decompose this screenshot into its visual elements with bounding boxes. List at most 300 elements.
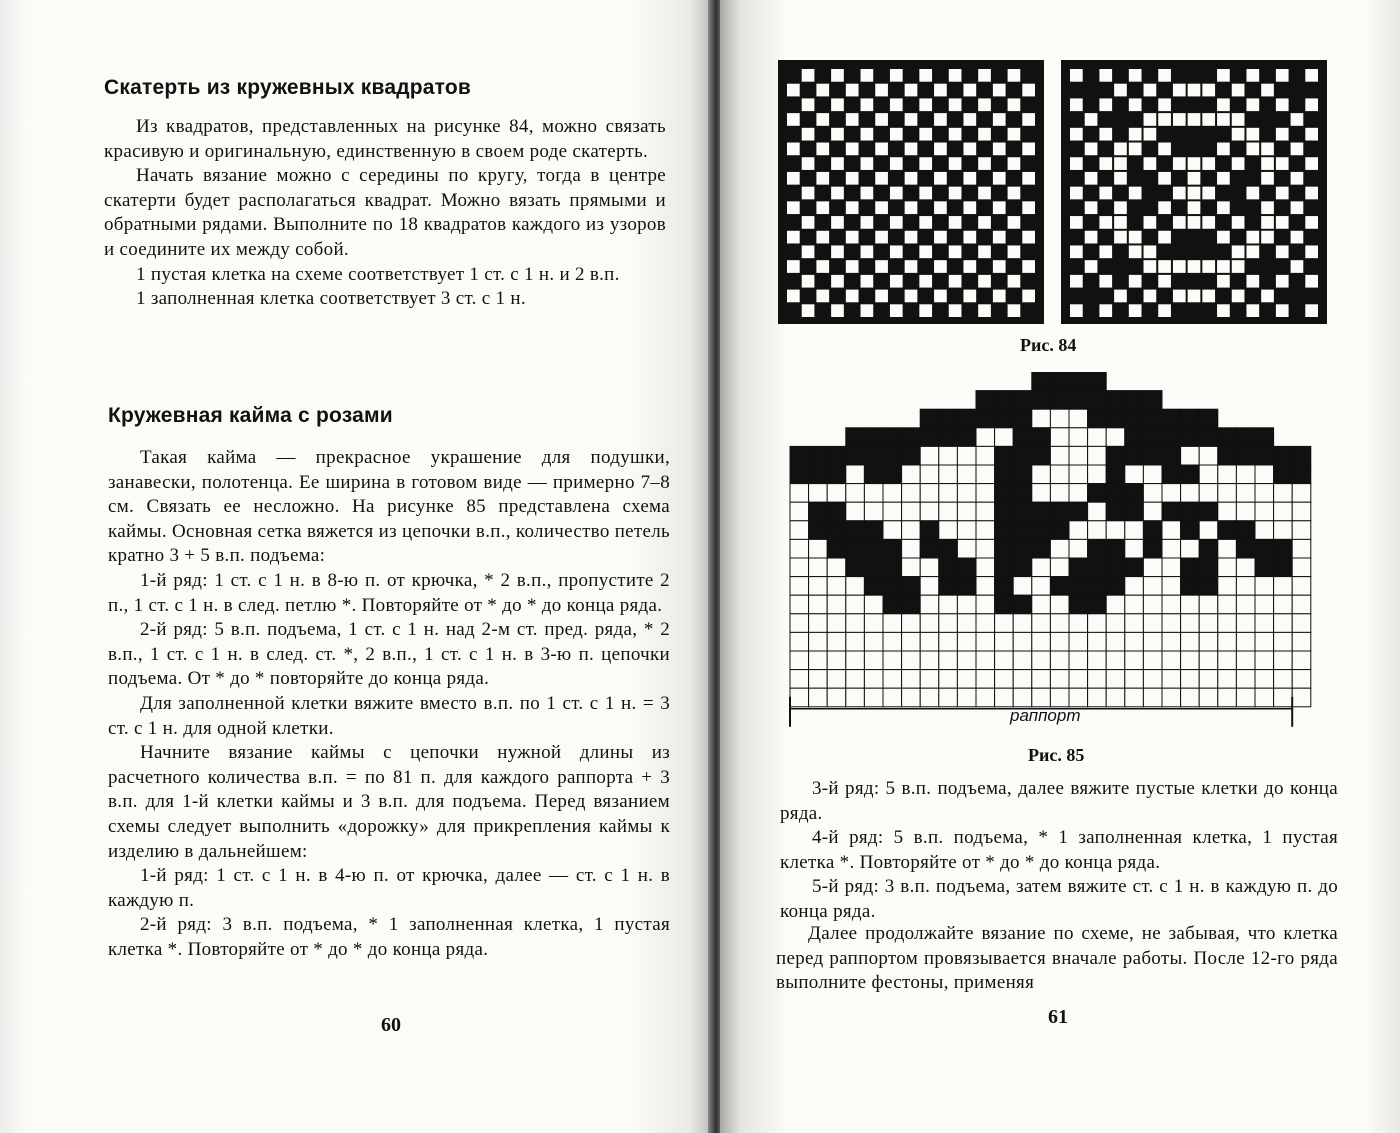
grid-cell — [1144, 260, 1157, 273]
empty-cell — [957, 446, 976, 465]
grid-cell — [1232, 113, 1245, 126]
empty-cell — [1125, 614, 1144, 633]
empty-cell — [1292, 539, 1311, 558]
grid-cell — [787, 260, 800, 273]
paragraph: Начните вязание каймы с цепочки нужной длины из расчетного количества в.п. = по 81 п. для каждого раппорта + 3 в.п. для 1-й клетки каймы и 3 в.п. для подъема. Перед вязанием схемы следует выполнить «дорожку» для прикрепления каймы к изделию в дальнейшем: — [108, 742, 670, 862]
empty-cell — [827, 688, 846, 707]
filled-cell — [846, 558, 865, 577]
empty-cell — [827, 558, 846, 577]
grid-cell — [1158, 98, 1171, 111]
empty-cell — [920, 651, 939, 670]
empty-cell — [976, 595, 995, 614]
filled-cell — [1274, 558, 1293, 577]
grid-cell — [1217, 304, 1230, 317]
empty-cell — [1199, 614, 1218, 633]
empty-cell — [995, 632, 1014, 651]
grid-cell — [831, 304, 844, 317]
empty-cell — [957, 632, 976, 651]
filled-cell — [995, 577, 1014, 596]
empty-cell — [1274, 484, 1293, 503]
empty-cell — [976, 446, 995, 465]
empty-cell — [957, 521, 976, 540]
empty-cell — [1292, 502, 1311, 521]
paragraph: 1-й ряд: 1 ст. с 1 н. в 8-ю п. от крючка, * 2 в.п., пропустите 2 п., 1 ст. с 1 н. в след. петлю *. Повторяйте от * до * до конца ряда. — [108, 569, 670, 616]
filled-cell — [1125, 484, 1144, 503]
filled-cell — [1088, 595, 1107, 614]
empty-cell — [1106, 670, 1125, 689]
empty-cell — [1181, 632, 1200, 651]
empty-cell — [1218, 577, 1237, 596]
grid-cell — [1291, 113, 1304, 126]
grid-cell — [1070, 69, 1083, 82]
grid-cell — [1276, 98, 1289, 111]
empty-cell — [1106, 595, 1125, 614]
empty-cell — [1013, 577, 1032, 596]
grid-cell — [846, 290, 859, 303]
filled-cell — [864, 558, 883, 577]
empty-cell — [1162, 670, 1181, 689]
grid-cell — [1188, 84, 1201, 97]
grid-cell — [1188, 216, 1201, 229]
empty-cell — [827, 577, 846, 596]
filled-cell — [1274, 446, 1293, 465]
grid-cell — [1276, 157, 1289, 170]
grid-cell — [816, 113, 829, 126]
empty-cell — [1050, 409, 1069, 428]
filled-cell — [1199, 428, 1218, 447]
empty-cell — [1125, 595, 1144, 614]
empty-cell — [790, 595, 809, 614]
empty-cell — [1069, 428, 1088, 447]
paragraph: Для заполненной клетки вяжите вместо в.п. по 1 ст. с 1 н. = 3 ст. с 1 н. для одной клетки. — [108, 692, 670, 739]
empty-cell — [957, 502, 976, 521]
empty-cell — [1013, 651, 1032, 670]
filled-cell — [1199, 409, 1218, 428]
empty-cell — [864, 651, 883, 670]
empty-cell — [1162, 539, 1181, 558]
empty-cell — [1088, 465, 1107, 484]
grid-cell — [890, 69, 903, 82]
grid-cell — [949, 245, 962, 258]
section-lace-border-text — [108, 446, 670, 962]
filled-cell — [1162, 502, 1181, 521]
grid-cell — [1114, 201, 1127, 214]
filled-cell — [902, 428, 921, 447]
grid-cell — [787, 143, 800, 156]
grid-cell — [1188, 290, 1201, 303]
grid-cell — [1129, 187, 1142, 200]
grid-cell — [1158, 231, 1171, 244]
grid-cell — [1114, 231, 1127, 244]
filled-cell — [902, 446, 921, 465]
filled-cell — [939, 428, 958, 447]
empty-cell — [809, 614, 828, 633]
empty-cell — [1181, 595, 1200, 614]
filled-cell — [1125, 409, 1144, 428]
grid-cell — [905, 260, 918, 273]
filled-cell — [1199, 558, 1218, 577]
grid-cell — [1114, 216, 1127, 229]
empty-cell — [883, 651, 902, 670]
empty-cell — [1274, 632, 1293, 651]
grid-cell — [1144, 245, 1157, 258]
filled-cell — [957, 409, 976, 428]
grid-cell — [816, 201, 829, 214]
empty-cell — [1162, 484, 1181, 503]
empty-cell — [1050, 614, 1069, 633]
grid-cell — [1022, 260, 1035, 273]
grid-cell — [978, 98, 991, 111]
filled-cell — [809, 502, 828, 521]
empty-cell — [864, 688, 883, 707]
empty-cell — [883, 688, 902, 707]
grid-cell — [1008, 245, 1021, 258]
grid-cell — [934, 84, 947, 97]
filled-cell — [1236, 428, 1255, 447]
grid-cell — [802, 216, 815, 229]
empty-cell — [1143, 632, 1162, 651]
grid-cell — [919, 304, 932, 317]
empty-cell — [976, 428, 995, 447]
empty-cell — [883, 502, 902, 521]
grid-cell — [787, 290, 800, 303]
grid-cell — [831, 98, 844, 111]
grid-cell — [1217, 113, 1230, 126]
empty-cell — [790, 558, 809, 577]
empty-cell — [1255, 670, 1274, 689]
grid-cell — [1099, 216, 1112, 229]
empty-cell — [957, 688, 976, 707]
filled-cell — [995, 595, 1014, 614]
grid-cell — [1261, 172, 1274, 185]
filled-cell — [1106, 558, 1125, 577]
grid-cell — [802, 128, 815, 141]
empty-cell — [995, 670, 1014, 689]
filled-cell — [1013, 539, 1032, 558]
filled-cell — [902, 577, 921, 596]
grid-cell — [1070, 187, 1083, 200]
grid-cell — [1085, 231, 1098, 244]
empty-cell — [976, 577, 995, 596]
filled-cell — [1218, 428, 1237, 447]
empty-cell — [1292, 521, 1311, 540]
grid-cell — [949, 216, 962, 229]
empty-cell — [1050, 446, 1069, 465]
empty-cell — [1181, 539, 1200, 558]
filled-cell — [1088, 577, 1107, 596]
empty-cell — [809, 651, 828, 670]
grid-cell — [875, 84, 888, 97]
grid-cell — [861, 245, 874, 258]
filled-cell — [920, 539, 939, 558]
filled-cell — [846, 446, 865, 465]
grid-cell — [934, 113, 947, 126]
grid-cell — [1305, 187, 1318, 200]
empty-cell — [1069, 688, 1088, 707]
grid-cell — [1173, 216, 1186, 229]
empty-cell — [1143, 688, 1162, 707]
empty-cell — [1125, 688, 1144, 707]
grid-cell — [1085, 201, 1098, 214]
paragraph: 3-й ряд: 5 в.п. подъема, далее вяжите пустые клетки до конца ряда. — [780, 778, 1338, 824]
grid-cell — [905, 290, 918, 303]
grid-cell — [1129, 275, 1142, 288]
grid-cell — [1305, 98, 1318, 111]
grid-cell — [905, 201, 918, 214]
filled-cell — [995, 409, 1014, 428]
grid-cell — [1129, 128, 1142, 141]
empty-cell — [1236, 577, 1255, 596]
empty-cell — [1181, 651, 1200, 670]
figure-85-caption: Рис. 85 — [1028, 745, 1085, 765]
empty-cell — [920, 614, 939, 633]
empty-cell — [1236, 632, 1255, 651]
filled-cell — [883, 428, 902, 447]
empty-cell — [1069, 651, 1088, 670]
grid-cell — [816, 231, 829, 244]
empty-cell — [1162, 632, 1181, 651]
empty-cell — [939, 688, 958, 707]
empty-cell — [920, 688, 939, 707]
empty-cell — [1274, 651, 1293, 670]
empty-cell — [1143, 465, 1162, 484]
empty-cell — [1013, 670, 1032, 689]
paragraph: Далее продолжайте вязание по схеме, не забывая, что клетка перед раппортом провязывается вначале работы. После 12-го ряда выполните фестоны, применяя — [776, 923, 1338, 994]
empty-cell — [1069, 409, 1088, 428]
filled-cell — [883, 577, 902, 596]
grid-cell — [1114, 157, 1127, 170]
empty-cell — [883, 521, 902, 540]
empty-cell — [902, 670, 921, 689]
empty-cell — [1199, 595, 1218, 614]
empty-cell — [1125, 521, 1144, 540]
grid-cell — [1158, 260, 1171, 273]
empty-cell — [1143, 595, 1162, 614]
empty-cell — [1088, 651, 1107, 670]
filled-cell — [1088, 558, 1107, 577]
filled-cell — [1050, 391, 1069, 410]
filled-cell — [846, 539, 865, 558]
empty-cell — [1255, 484, 1274, 503]
empty-cell — [1218, 632, 1237, 651]
grid-cell — [949, 98, 962, 111]
filled-cell — [1069, 372, 1088, 391]
grid-cell — [963, 84, 976, 97]
filled-cell — [1125, 446, 1144, 465]
grid-cell — [1305, 245, 1318, 258]
grid-cell — [963, 231, 976, 244]
grid-cell — [890, 304, 903, 317]
grid-cell — [1188, 187, 1201, 200]
grid-cell — [1246, 245, 1259, 258]
grid-cell — [1099, 304, 1112, 317]
filled-cell — [1143, 409, 1162, 428]
grid-cell — [1070, 275, 1083, 288]
empty-cell — [1032, 614, 1051, 633]
grid-cell — [1261, 290, 1274, 303]
paragraph: 1 пустая клетка на схеме соответствует 1 ст. с 1 н. и 2 в.п. — [136, 263, 620, 285]
empty-cell — [1255, 577, 1274, 596]
grid-cell — [978, 128, 991, 141]
paragraph: 4-й ряд: 5 в.п. подъема, * 1 заполненная клетка, 1 пустая клетка *. Повторяйте от * до * до конца ряда. — [780, 827, 1338, 873]
empty-cell — [995, 428, 1014, 447]
empty-cell — [827, 614, 846, 633]
empty-cell — [883, 484, 902, 503]
filled-cell — [1069, 558, 1088, 577]
grid-cell — [1144, 216, 1157, 229]
grid-cell — [1129, 98, 1142, 111]
filled-cell — [1013, 595, 1032, 614]
grid-cell — [890, 98, 903, 111]
empty-cell — [1069, 614, 1088, 633]
empty-cell — [1106, 614, 1125, 633]
filled-cell — [809, 521, 828, 540]
filled-cell — [883, 465, 902, 484]
filled-cell — [1125, 502, 1144, 521]
empty-cell — [939, 521, 958, 540]
grid-cell — [978, 187, 991, 200]
grid-cell — [1276, 245, 1289, 258]
empty-cell — [1236, 502, 1255, 521]
grid-cell — [846, 113, 859, 126]
filled-cell — [1013, 409, 1032, 428]
grid-cell — [1008, 187, 1021, 200]
grid-cell — [963, 201, 976, 214]
grid-cell — [787, 172, 800, 185]
empty-cell — [1032, 409, 1051, 428]
empty-cell — [1088, 688, 1107, 707]
empty-cell — [1274, 595, 1293, 614]
filled-cell — [1143, 521, 1162, 540]
empty-cell — [902, 688, 921, 707]
filled-cell — [1181, 409, 1200, 428]
filled-cell — [827, 502, 846, 521]
empty-cell — [902, 558, 921, 577]
empty-cell — [1032, 595, 1051, 614]
grid-cell — [1099, 275, 1112, 288]
grid-cell — [1188, 157, 1201, 170]
empty-cell — [1218, 558, 1237, 577]
empty-cell — [1050, 465, 1069, 484]
empty-cell — [1088, 670, 1107, 689]
filled-cell — [1013, 502, 1032, 521]
empty-cell — [1143, 651, 1162, 670]
empty-cell — [1032, 688, 1051, 707]
empty-cell — [1218, 502, 1237, 521]
page-number-left: 60 — [381, 1014, 401, 1036]
empty-cell — [790, 577, 809, 596]
grid-cell — [1261, 84, 1274, 97]
empty-cell — [1125, 651, 1144, 670]
filled-cell — [1013, 484, 1032, 503]
filled-cell — [995, 446, 1014, 465]
filled-cell — [995, 558, 1014, 577]
empty-cell — [846, 465, 865, 484]
figure-frame — [778, 60, 1044, 324]
empty-cell — [1106, 651, 1125, 670]
filled-cell — [939, 539, 958, 558]
grid-cell — [1232, 260, 1245, 273]
filled-cell — [1199, 577, 1218, 596]
empty-cell — [1181, 614, 1200, 633]
grid-cell — [1158, 304, 1171, 317]
empty-cell — [1199, 446, 1218, 465]
empty-cell — [939, 465, 958, 484]
grid-cell — [802, 69, 815, 82]
empty-cell — [809, 577, 828, 596]
grid-cell — [816, 84, 829, 97]
grid-cell — [787, 113, 800, 126]
empty-cell — [939, 502, 958, 521]
grid-cell — [1008, 157, 1021, 170]
grid-cell — [1022, 84, 1035, 97]
grid-cell — [1217, 201, 1230, 214]
empty-cell — [995, 688, 1014, 707]
empty-cell — [1292, 484, 1311, 503]
grid-cell — [831, 187, 844, 200]
empty-cell — [957, 595, 976, 614]
empty-cell — [1218, 688, 1237, 707]
grid-cell — [1217, 275, 1230, 288]
empty-cell — [846, 651, 865, 670]
empty-cell — [957, 465, 976, 484]
grid-cell — [1246, 69, 1259, 82]
grid-cell — [1232, 128, 1245, 141]
empty-cell — [1162, 614, 1181, 633]
figure-85-rapport-label: раппорт — [1010, 706, 1081, 725]
filled-cell — [1162, 428, 1181, 447]
grid-cell — [1217, 143, 1230, 156]
grid-cell — [1070, 245, 1083, 258]
empty-cell — [1050, 632, 1069, 651]
grid-cell — [1099, 187, 1112, 200]
grid-cell — [993, 84, 1006, 97]
page-number-right: 61 — [1048, 1006, 1068, 1028]
grid-cell — [890, 157, 903, 170]
empty-cell — [809, 539, 828, 558]
filled-cell — [864, 539, 883, 558]
empty-cell — [902, 502, 921, 521]
empty-cell — [790, 539, 809, 558]
grid-cell — [1173, 157, 1186, 170]
empty-cell — [864, 502, 883, 521]
paragraph: Такая кайма — прекрасное украшение для подушки, занавески, полотенца. Ее ширина в готовом виде — примерно 7–8 см. Связать ее несложно. На рисунке 85 представлена схема каймы. Основная сетка вяжется из цепочки в.п., количество петель кратно 3 + 5 в.п. подъема: — [108, 447, 670, 567]
grid-cell — [1158, 143, 1171, 156]
grid-cell — [861, 216, 874, 229]
empty-cell — [1125, 465, 1144, 484]
empty-cell — [1088, 428, 1107, 447]
empty-cell — [920, 446, 939, 465]
empty-cell — [1050, 688, 1069, 707]
grid-cell — [1291, 201, 1304, 214]
grid-cell — [861, 69, 874, 82]
empty-cell — [809, 595, 828, 614]
empty-cell — [1181, 446, 1200, 465]
filled-cell — [1013, 465, 1032, 484]
grid-cell — [1246, 98, 1259, 111]
empty-cell — [1274, 614, 1293, 633]
grid-cell — [802, 157, 815, 170]
grid-cell — [831, 216, 844, 229]
filled-cell — [1143, 446, 1162, 465]
filled-cell — [1032, 539, 1051, 558]
figure-84-caption: Рис. 84 — [1020, 335, 1077, 355]
empty-cell — [902, 484, 921, 503]
grid-cell — [949, 304, 962, 317]
grid-cell — [1246, 275, 1259, 288]
empty-cell — [1125, 577, 1144, 596]
empty-cell — [1255, 632, 1274, 651]
